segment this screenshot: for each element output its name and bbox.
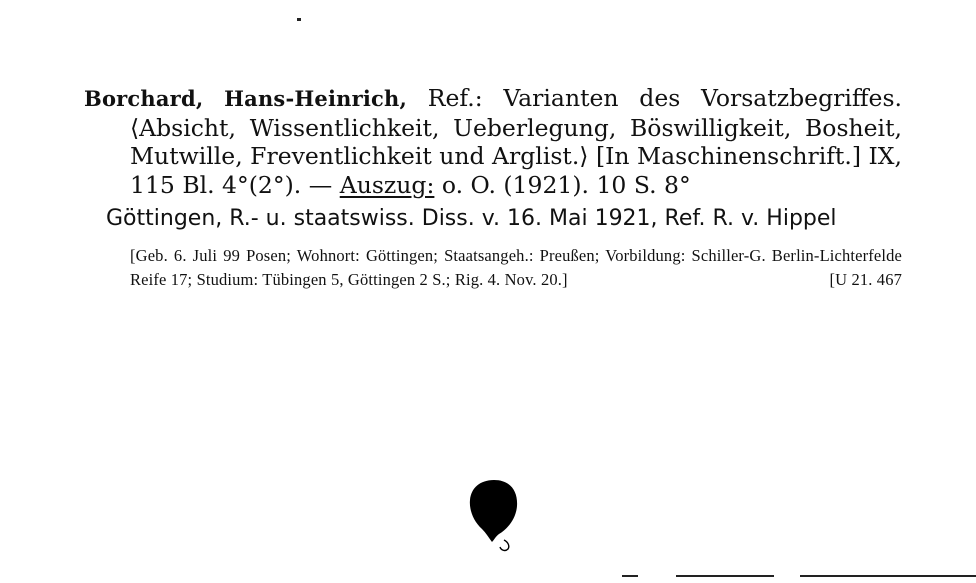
punch-hole xyxy=(464,476,524,556)
dash: — xyxy=(308,171,333,200)
auszug-details: o. O. (1921). 10 S. 8° xyxy=(441,171,691,200)
ref-label: Ref.: xyxy=(427,84,483,112)
catalog-entry xyxy=(84,84,902,291)
bottom-rule xyxy=(676,575,774,577)
author-name: Borchard, Hans-Heinrich, xyxy=(84,86,408,111)
biography-note xyxy=(130,244,902,291)
biography-text: [Geb. 6. Juli 99 Posen; Wohnort: Göttingen; Staatsangeh.: Preußen; Vorbildung: Schiller-G. Berlin-Lichterfelde Reife 17; Studium: Tübingen 5, Göttingen 2 S.; Rig. 4. Nov. 20.] xyxy=(130,246,902,289)
collation: IX, 115 Bl. 4°(2°). xyxy=(130,142,902,200)
call-number: [U 21. 467 xyxy=(829,269,902,289)
ink-speck xyxy=(297,18,301,21)
dissertation-note: Göttingen, R.- u. staatswiss. Diss. v. 16. Mai 1921, Ref. R. v. Hippel xyxy=(106,205,837,231)
thesis-title: Varianten des Vorsatzbegriffes. ⟨Absicht, Wissentlichkeit, Ueberlegung, Böswilligkeit, Bosheit, Mutwille, Freventlichkeit und Arglist.⟩ [In Maschinenschrift.] xyxy=(130,84,902,171)
bottom-rule xyxy=(622,575,638,577)
bottom-rule xyxy=(800,575,976,577)
auszug-label: Auszug: xyxy=(339,171,435,200)
entry-main-paragraph xyxy=(84,84,902,200)
